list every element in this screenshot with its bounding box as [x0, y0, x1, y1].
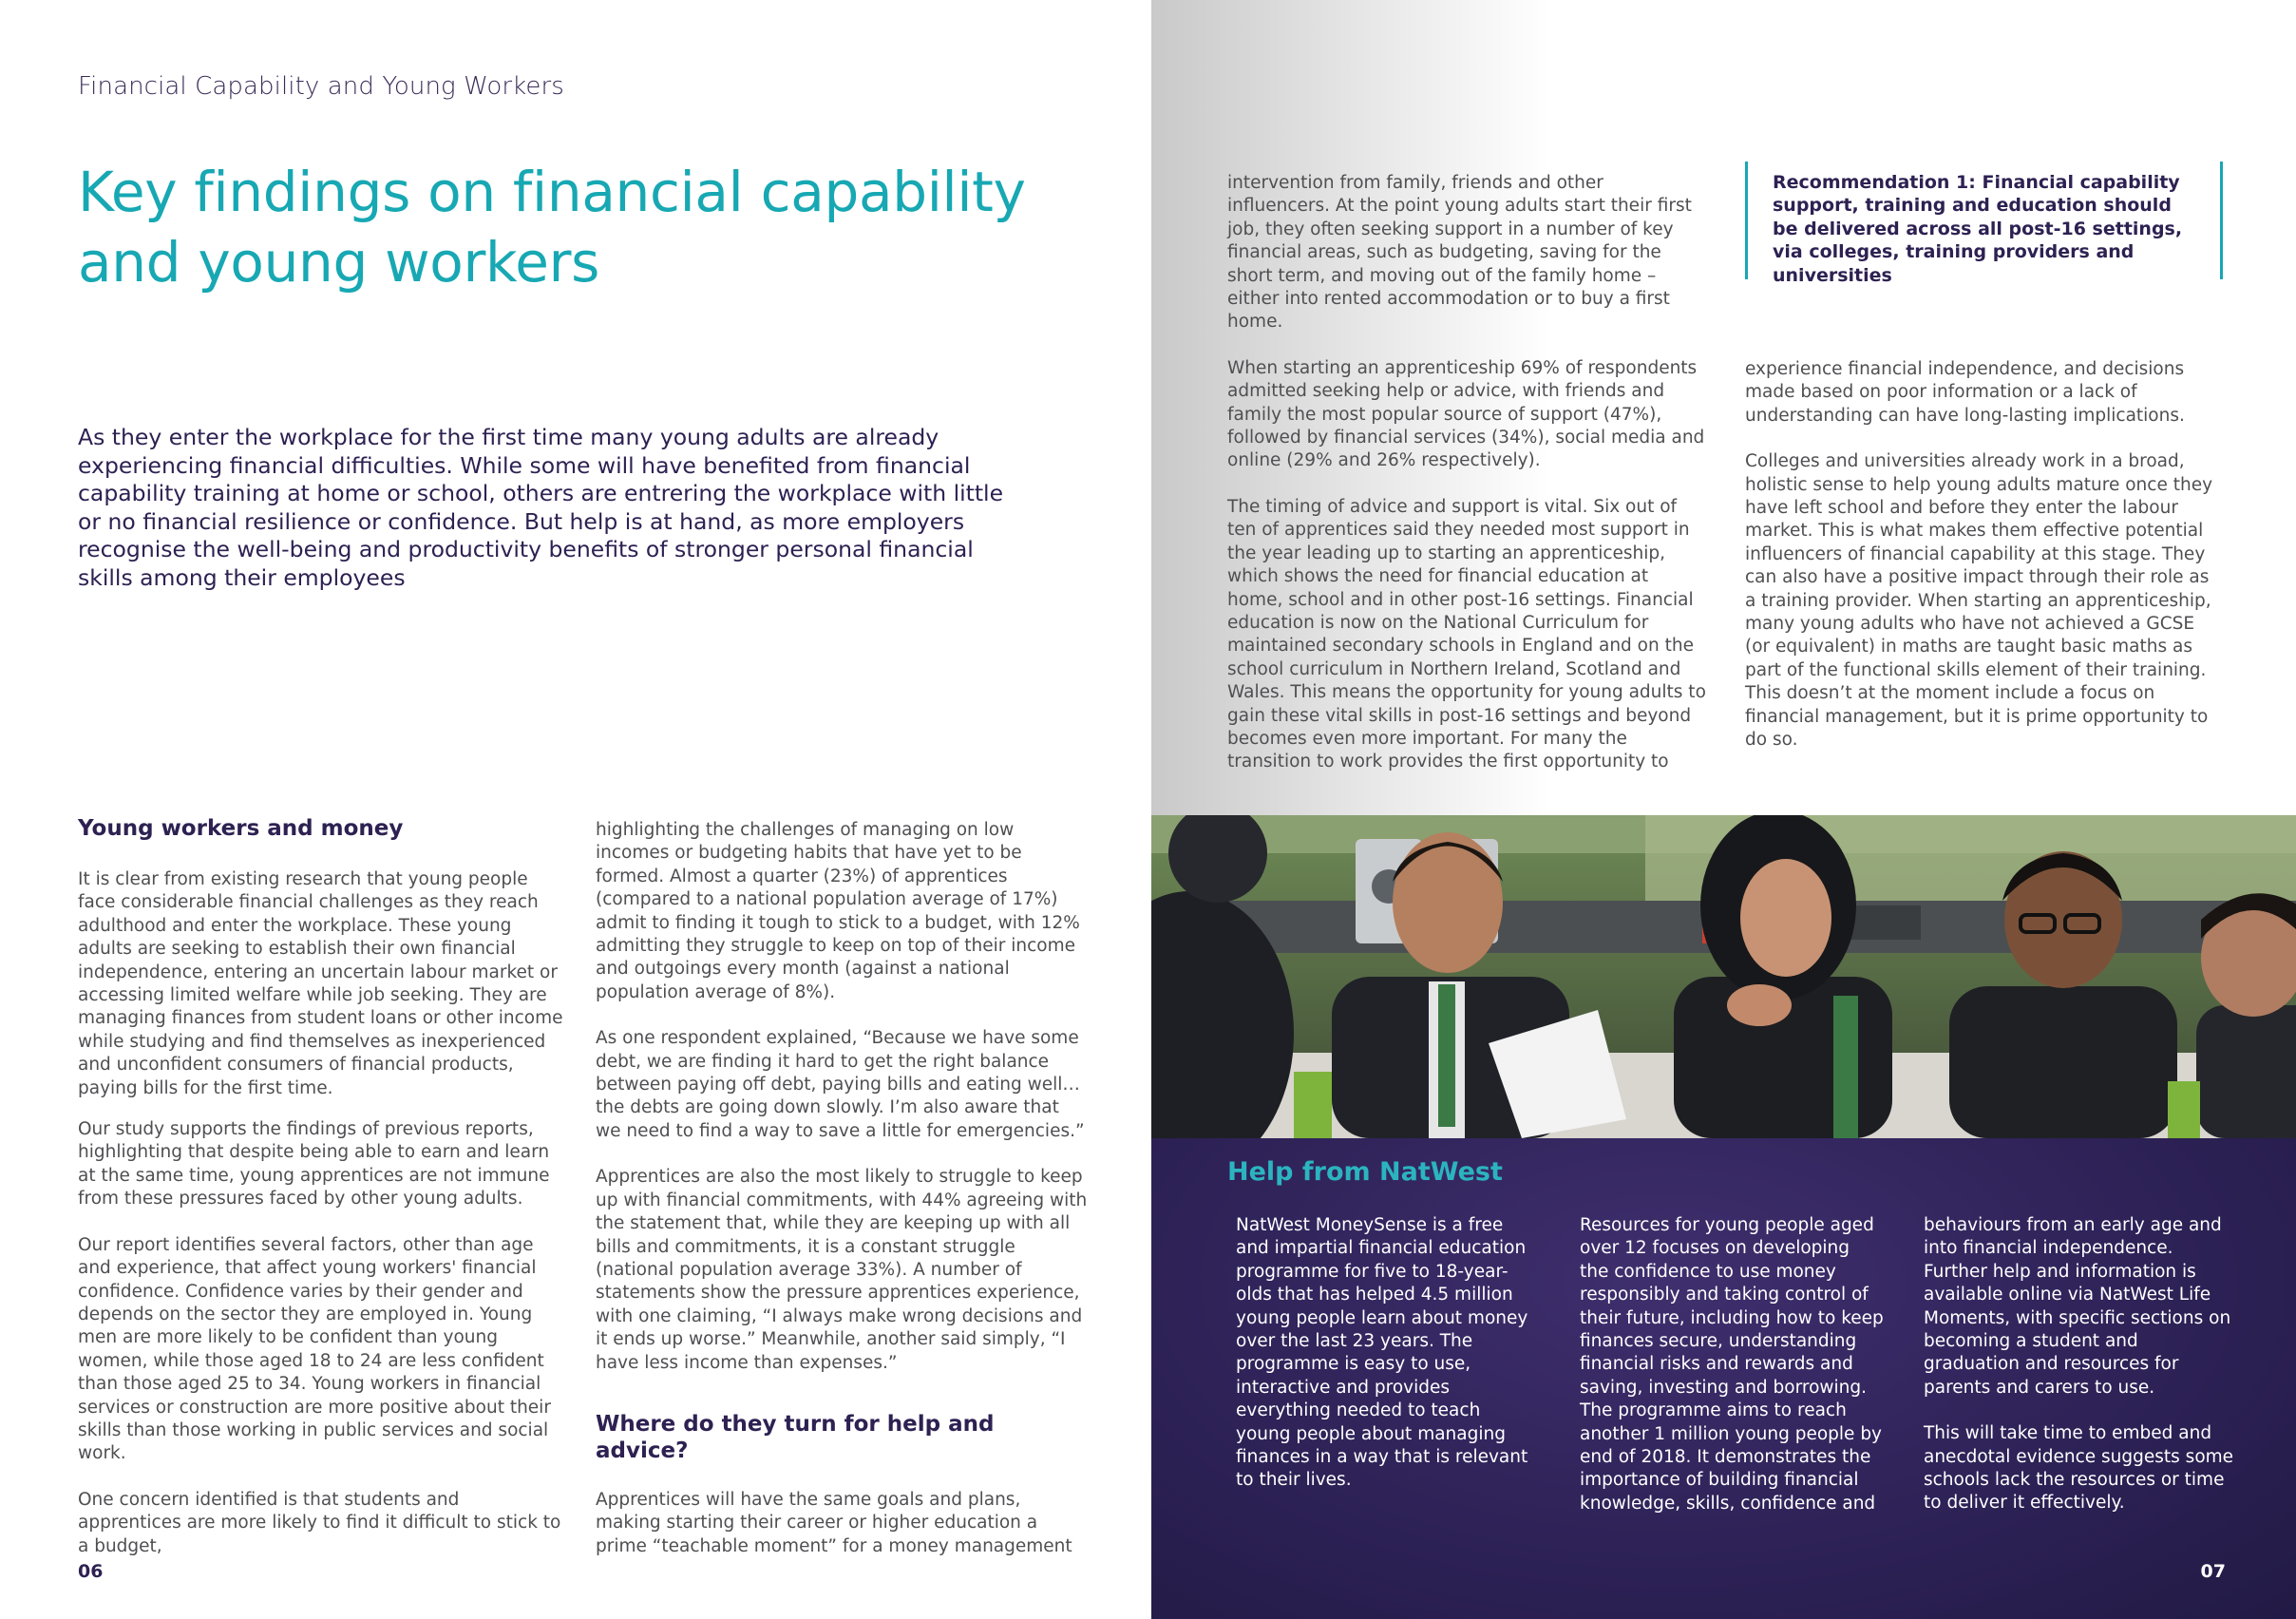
lead-paragraph: As they enter the workplace for the first time many young adults are already experiencing financial difficulties. While some will have benefited from financial capability training at home or school, others are entrering the workplace with little or no financial resilience or confidence. But help is at hand, as more employers recognise the well-being and productivity benefits of stronger personal financial skills among their employees: [78, 424, 1004, 591]
natwest-paragraph: This will take time to embed and anecdotal evidence suggests some schools lack the resources or time to deliver it effectively.: [1924, 1423, 2234, 1514]
recommendation-box: [1745, 162, 2223, 286]
body-paragraph: Apprentices will have the same goals and plans, making starting their career or higher education a prime “teachable moment” for a money management: [596, 1489, 1072, 1556]
natwest-paragraph: behaviours from an early age and into financial independence. Further help and information is available online via NatWest Life Moments, with specific sections on becoming a student and graduation and resources for parents and carers to use.: [1924, 1215, 2231, 1398]
running-header: Financial Capability and Young Workers: [78, 72, 564, 101]
natwest-heading: Help from NatWest: [1227, 1157, 1503, 1187]
natwest-column-3: [1924, 1214, 2237, 1538]
right-column-1: [1227, 172, 1707, 797]
body-paragraph: Apprentices are also the most likely to struggle to keep up with financial commitments, with 44% agreeing with the statement that, while they are keeping up with all bills and commitments, it is a constant struggle (national population average 33%). A number of statements show the pressure apprentices experience, with one claiming, “I always make wrong decisions and it ends up worse.” Meanwhile, another said simply, “I have less income than expenses.”: [596, 1167, 1088, 1373]
classroom-photo: [1151, 815, 2296, 1138]
body-paragraph: One concern identified is that students and apprentices are more likely to find it difficult to stick to a budget,: [78, 1489, 561, 1556]
page-number-left: 06: [78, 1561, 104, 1582]
title-line-1: Key findings on financial capability: [78, 160, 1026, 224]
natwest-column-2: [1580, 1214, 1884, 1538]
section-heading-help-advice: Where do they turn for help and advice?: [596, 1411, 995, 1463]
page-title: [78, 157, 1085, 297]
recommendation-text: Recommendation 1: Financial capability support, training and education should be delivered across all post-16 settings, via colleges, training providers and universities: [1773, 172, 2183, 286]
natwest-column-1: [1236, 1214, 1540, 1515]
natwest-paragraph: Resources for young people aged over 12 focuses on developing the confidence to use money responsibly and taking control of their future, including how to keep finances secure, understanding financial risks and rewards and saving, investing and borrowing. The programme aims to reach another 1 million young people by end of 2018. It demonstrates the importance of building financial knowledge, skills, confidence and: [1580, 1215, 1884, 1514]
body-paragraph: experience financial independence, and decisions made based on poor information or a lack of understanding can have long-lasting implications.: [1745, 359, 2185, 426]
classroom-photo-illustration: [1151, 815, 2296, 1138]
right-column-2: [1745, 358, 2225, 775]
natwest-panel: [1151, 1138, 2296, 1619]
body-paragraph: The timing of advice and support is vital. Six out of ten of apprentices said they needed most support in the year leading up to starting an apprenticeship, which shows the need for financial education at home, school and in other post-16 settings. Financial education is now on the National Curriculum for maintained secondary schools in England and on the school curriculum in Northern Ireland, Scotland and Wales. This means the opportunity for young adults to gain these vital skills in post-16 settings and beyond becomes even more important. For many the transition to work provides the first opportunity to: [1227, 496, 1706, 772]
body-paragraph: highlighting the challenges of managing on low incomes or budgeting habits that have yet to be formed. Almost a quarter (23%) of apprentices (compared to a national population average of 17%) admit to finding it tough to stick to a budget, with 12% admitting they struggle to keep on top of their income and outgoings every month (against a national population average of 8%).: [596, 820, 1080, 1002]
body-paragraph: Our report identifies several factors, other than age and experience, that affect young workers' financial confidence. Confidence varies by their gender and depends on the sector they are employed in. Young men are more likely to be confident than young women, while those aged 18 to 24 are less confident than those aged 25 to 34. Young workers in financial services or construction are more positive about their skills than those working in public services and social work.: [78, 1234, 551, 1464]
title-line-2: and young workers: [78, 230, 600, 295]
column-1: [78, 815, 567, 1576]
column-2: [596, 819, 1090, 1576]
body-paragraph: Colleges and universities already work in a broad, holistic sense to help young adults mature once they have left school and before they enter the labour market. This is what makes them effective potential influencers of financial capability at this stage. They can also have a positive impact through their role as a training provider. When starting an apprenticeship, many young adults who have not achieved a GCSE (or equivalent) in maths are taught basic maths as part of the functional skills element of their training. This doesn’t at the moment include a focus on financial management, but it is prime opportunity to do so.: [1745, 451, 2213, 751]
right-page: [1151, 0, 2296, 1619]
body-paragraph: When starting an apprenticeship 69% of respondents admitted seeking help or advice, with friends and family the most popular source of support (47%), followed by financial services (34%), social media and online (29% and 26% respectively).: [1227, 357, 1705, 471]
body-paragraph: It is clear from existing research that young people face considerable financial challenges as they reach adulthood and enter the workplace. These young adults are seeking to establish their own financial independence, entering an uncertain labour market or accessing limited welfare while job seeking. They are managing finances from student loans or other income while studying and find themselves as inexperienced and unconfident consumers of financial products, paying bills for the first time.: [78, 869, 563, 1098]
page-number-right: 07: [2200, 1561, 2226, 1582]
natwest-paragraph: NatWest MoneySense is a free and impartial financial education programme for five to 18-year-olds that has helped 4.5 million young people learn about money over the last 23 years. The programme is easy to use, interactive and provides everything needed to teach young people about managing finances in a way that is relevant to their lives.: [1236, 1215, 1528, 1491]
body-paragraph: Our study supports the findings of previous reports, highlighting that despite being able to earn and learn at the same time, young apprentices are not immune from these pressures faced by other young adults.: [78, 1119, 550, 1209]
body-paragraph: As one respondent explained, “Because we have some debt, we are finding it hard to get the right balance between paying off debt, paying bills and eating well… the debts are going down slowly. I’m also aware that we need to find a way to save a little for emergencies.”: [596, 1028, 1085, 1141]
body-paragraph: intervention from family, friends and other influencers. At the point young adults start their first job, they often seeking support in a number of key financial areas, such as budgeting, saving for the short term, and moving out of the family home – either into rented accommodation or to buy a first home.: [1227, 173, 1692, 333]
section-heading-young-workers: Young workers and money: [78, 816, 404, 841]
